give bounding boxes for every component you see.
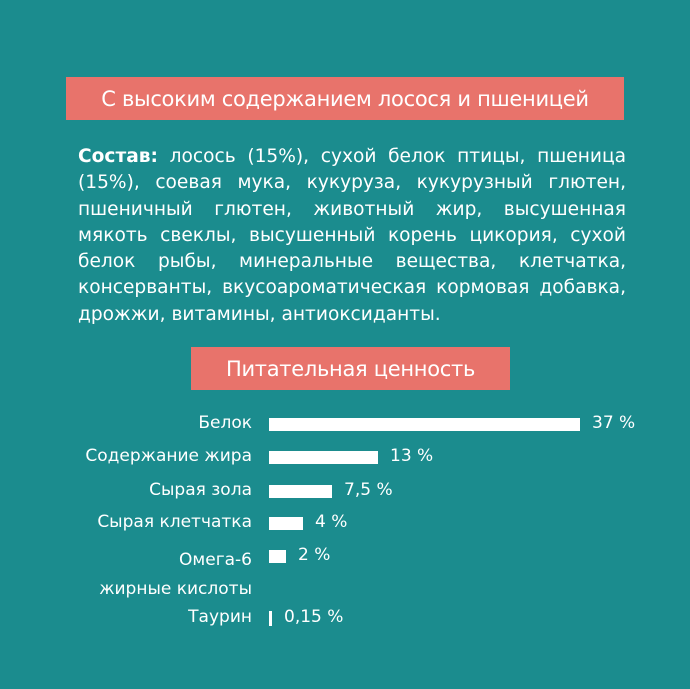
value-label: 2 % — [298, 545, 331, 565]
value-label: 13 % — [390, 446, 434, 466]
category-label — [198, 413, 252, 434]
category-label-line: Омега-6 — [179, 550, 252, 570]
bar — [269, 451, 378, 464]
category-label — [99, 546, 252, 604]
category-label — [85, 446, 252, 467]
category-label — [149, 480, 252, 501]
category-label-line: Сырая клетчатка — [97, 512, 252, 532]
bar — [269, 418, 580, 431]
bar — [269, 611, 272, 626]
category-label — [188, 607, 252, 628]
category-label-line: жирные кислоты — [99, 579, 252, 599]
composition-label: Состав: — [78, 146, 158, 167]
category-label-line: Таурин — [188, 607, 252, 627]
nutrition-banner: Питательная ценность — [191, 347, 510, 390]
composition-text — [78, 144, 626, 328]
category-label — [97, 512, 252, 533]
bar — [269, 550, 286, 563]
composition-body: лосось (15%), сухой белок птицы, пшеница (15%), соевая мука, кукуруза, кукурузный глютен, пшеничный глютен, животный жир, высушенная мякоть свеклы, высушенный корень цикория, сухой белок рыбы, минеральные вещества, клетчатка, консерванты, вкусоароматическая кормовая добавка, дрожжи, витамины, антиоксиданты. — [78, 146, 626, 325]
value-label: 0,15 % — [284, 607, 344, 627]
value-label: 7,5 % — [344, 480, 393, 500]
category-label-line: Содержание жира — [85, 446, 252, 466]
value-label: 37 % — [592, 413, 636, 433]
bar — [269, 485, 332, 498]
category-label-line: Белок — [198, 413, 252, 433]
category-label-line: Сырая зола — [149, 480, 252, 500]
value-label: 4 % — [315, 512, 348, 532]
bar — [269, 517, 303, 530]
header-banner: С высоким содержанием лосося и пшеницей — [66, 77, 624, 120]
